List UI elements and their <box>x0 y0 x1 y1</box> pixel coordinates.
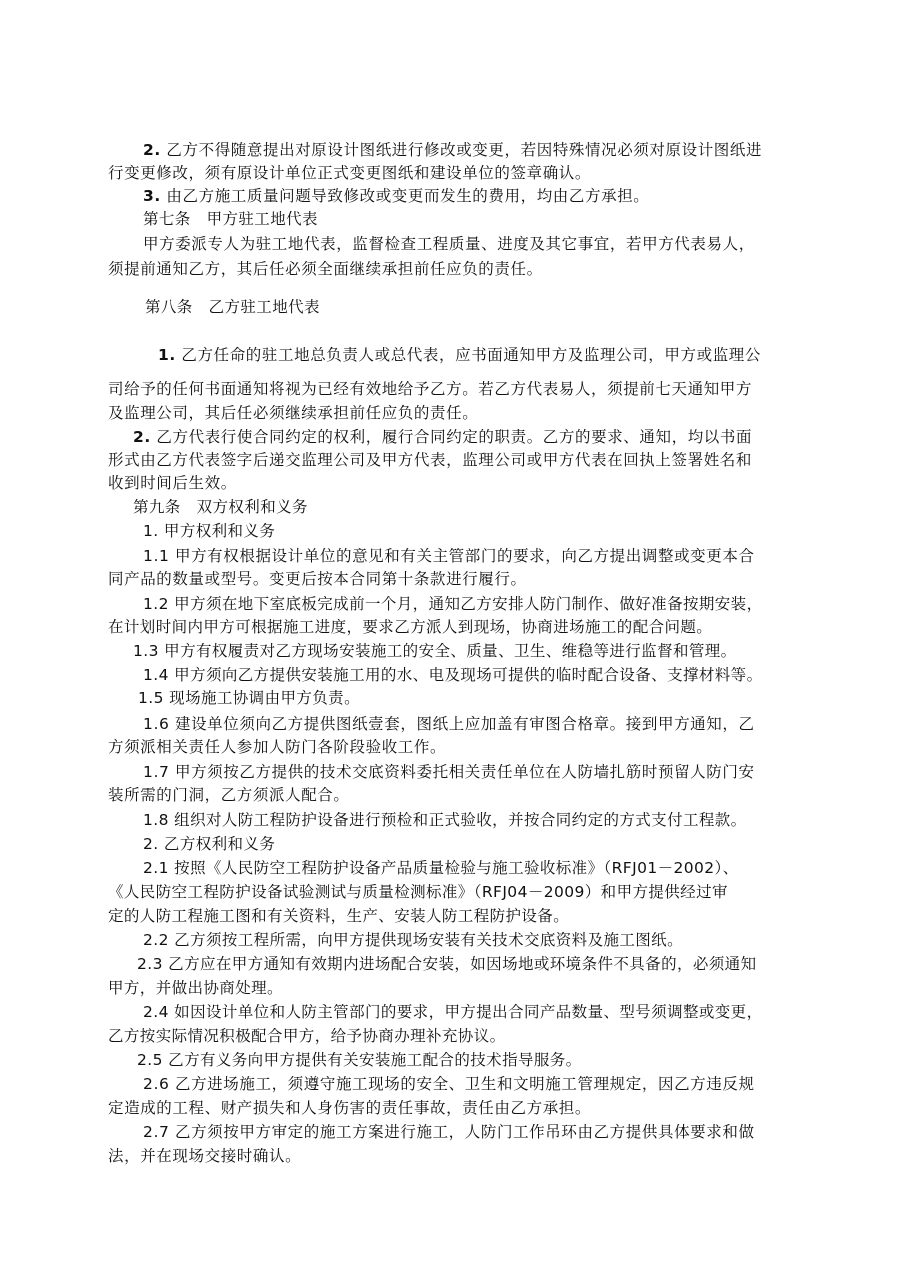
item-number: 2. <box>133 428 151 446</box>
paragraph-line <box>108 1025 506 1047</box>
paragraph-text: 行变更修改，须有原设计单位正式变更图纸和建设单位的签章确认。 <box>108 164 592 182</box>
paragraph-line <box>133 640 737 662</box>
paragraph-line <box>143 929 683 951</box>
paragraph-line <box>108 162 591 184</box>
subsection-title: 2. 乙方权利和义务 <box>143 835 276 853</box>
section-heading: 第八条 乙方驻工地代表 <box>145 298 320 316</box>
paragraph-text: 1.6 建设单位须向乙方提供图纸壹套，图纸上应加盖有审图合格章。接到甲方通知，乙 <box>143 715 755 733</box>
paragraph-text: 1.7 甲方须按乙方提供的技术交底资料委托相关责任单位在人防墙扎筋时预留人防门安 <box>143 763 755 781</box>
clause-8-heading <box>145 296 320 318</box>
paragraph-text: 1.8 组织对人防工程防护设备进行预检和正式验收，并按合同约定的方式支付工程款。 <box>143 811 747 829</box>
subsection-heading <box>143 833 275 855</box>
paragraph-line <box>143 761 755 783</box>
paragraph-text: 司给予的任何书面通知将视为已经有效地给予乙方。若乙方代表易人，须提前七天通知甲方 <box>108 380 753 398</box>
paragraph-text: 1.4 甲方须向乙方提供安装施工用的水、电及现场可提供的临时配合设备、支撑材料等。 <box>143 666 763 684</box>
paragraph-text: 1.5 现场施工协调由甲方负责。 <box>138 689 360 707</box>
paragraph-line <box>108 881 728 903</box>
paragraph-line <box>143 1121 755 1143</box>
paragraph-line <box>108 402 478 424</box>
paragraph-text: 方须派相关责任人参加人防门各阶段验收工作。 <box>108 738 447 756</box>
paragraph-line <box>143 545 755 567</box>
paragraph-line <box>108 568 527 590</box>
paragraph-line <box>138 687 360 709</box>
clause-6-item-2 <box>143 139 762 161</box>
item-number: 3. <box>143 187 161 205</box>
paragraph-text: 及监理公司，其后任必须继续承担前任应负的责任。 <box>108 404 479 422</box>
clause-8-item-2 <box>133 426 752 448</box>
subsection-heading <box>143 520 275 542</box>
paragraph-line <box>108 616 712 638</box>
paragraph-text: 2.1 按照《人民防空工程防护设备产品质量检验与施工验收标准》（RFJ01－2002）、 <box>143 859 739 877</box>
paragraph-line <box>108 1145 301 1167</box>
paragraph-text: 1.3 甲方有权履责对乙方现场安装施工的安全、质量、卫生、维稳等进行监督和管理。 <box>133 642 737 660</box>
item-number: 1. <box>158 346 176 364</box>
paragraph-text: 2.3 乙方应在甲方通知有效期内进场配合安装，如因场地或环境条件不具备的，必须通知 <box>137 955 757 973</box>
paragraph-text: 形式由乙方代表签字后递交监理公司及甲方代表，监理公司或甲方代表在回执上签署姓名和 <box>108 451 753 469</box>
paragraph-text: 《人民防空工程防护设备试验测试与质量检测标准》（RFJ04－2009）和甲方提供经过审 <box>108 883 728 901</box>
item-number: 2. <box>143 141 161 159</box>
paragraph-text: 乙方按实际情况积极配合甲方，给予协商办理补充协议。 <box>108 1027 506 1045</box>
paragraph-text: 法，并在现场交接时确认。 <box>108 1147 302 1165</box>
paragraph-line <box>108 736 446 758</box>
paragraph-line <box>108 977 283 999</box>
paragraph-line <box>143 593 762 615</box>
paragraph-text: 同产品的数量或型号。变更后按本合同第十条款进行履行。 <box>108 570 527 588</box>
paragraph-text: 2.5 乙方有义务向甲方提供有关安装施工配合的技术指导服务。 <box>137 1051 582 1069</box>
paragraph-line <box>137 1049 582 1071</box>
section-heading: 第九条 双方权利和义务 <box>133 498 308 516</box>
paragraph-line <box>143 1073 755 1095</box>
paragraph-text: 须提前通知乙方，其后任必须全面继续承担前任应负的责任。 <box>108 260 543 278</box>
paragraph-text: 乙方代表行使合同约定的权利，履行合同约定的职责。乙方的要求、通知，均以书面 <box>156 428 753 446</box>
paragraph-text: 2.4 如因设计单位和人防主管部门的要求，甲方提出合同产品数量、型号须调整或变更， <box>143 1003 763 1021</box>
paragraph-line <box>108 784 350 806</box>
paragraph-text: 甲方，并做出协商处理。 <box>108 979 283 997</box>
clause-8-item-1 <box>158 344 761 366</box>
section-heading: 第七条 甲方驻工地代表 <box>143 210 318 228</box>
paragraph-line <box>108 472 237 494</box>
paragraph-text: 1.1 甲方有权根据设计单位的意见和有关主管部门的要求，向乙方提出调整或变更本合 <box>143 547 755 565</box>
paragraph-text: 装所需的门洞，乙方须派人配合。 <box>108 786 350 804</box>
paragraph-line <box>108 905 569 927</box>
paragraph-line <box>108 378 752 400</box>
paragraph-text: 2.7 乙方须按甲方审定的施工方案进行施工，人防门工作吊环由乙方提供具体要求和做 <box>143 1123 755 1141</box>
paragraph-line <box>143 664 762 686</box>
clause-9-heading <box>133 496 308 518</box>
paragraph-text: 2.2 乙方须按工程所需，向甲方提供现场安装有关技术交底资料及施工图纸。 <box>143 931 683 949</box>
paragraph-line <box>137 953 756 975</box>
clause-6-item-3 <box>143 185 649 207</box>
paragraph-line <box>108 449 752 471</box>
paragraph-text: 甲方委派专人为驻工地代表，监督检查工程质量、进度及其它事宜，若甲方代表易人， <box>143 235 755 253</box>
paragraph-text: 2.6 乙方进场施工，须遵守施工现场的安全、卫生和文明施工管理规定，因乙方违反规 <box>143 1075 755 1093</box>
paragraph-text: 在计划时间内甲方可根据施工进度，要求乙方派人到现场，协商进场施工的配合问题。 <box>108 618 713 636</box>
paragraph-line <box>108 1097 591 1119</box>
paragraph-text: 乙方任命的驻工地总负责人或总代表，应书面通知甲方及监理公司，甲方或监理公 <box>181 346 762 364</box>
paragraph-line <box>143 713 755 735</box>
paragraph-text: 定造成的工程、财产损失和人身伤害的责任事故，责任由乙方承担。 <box>108 1099 592 1117</box>
paragraph-text: 定的人防工程施工图和有关资料，生产、安装人防工程防护设备。 <box>108 907 570 925</box>
clause-7-heading <box>143 208 318 230</box>
paragraph-line <box>143 857 739 879</box>
paragraph-text: 1.2 甲方须在地下室底板完成前一个月，通知乙方安排人防门制作、做好准备按期安装， <box>143 595 763 613</box>
paragraph-text: 收到时间后生效。 <box>108 474 237 492</box>
paragraph-line <box>143 1001 762 1023</box>
paragraph-line <box>143 233 755 255</box>
paragraph-text: 乙方不得随意提出对原设计图纸进行修改或变更，若因特殊情况必须对原设计图纸进 <box>166 141 763 159</box>
paragraph-text: 由乙方施工质量问题导致修改或变更而发生的费用，均由乙方承担。 <box>166 187 650 205</box>
paragraph-line <box>143 809 747 831</box>
paragraph-line <box>108 258 543 280</box>
subsection-title: 1. 甲方权利和义务 <box>143 522 276 540</box>
